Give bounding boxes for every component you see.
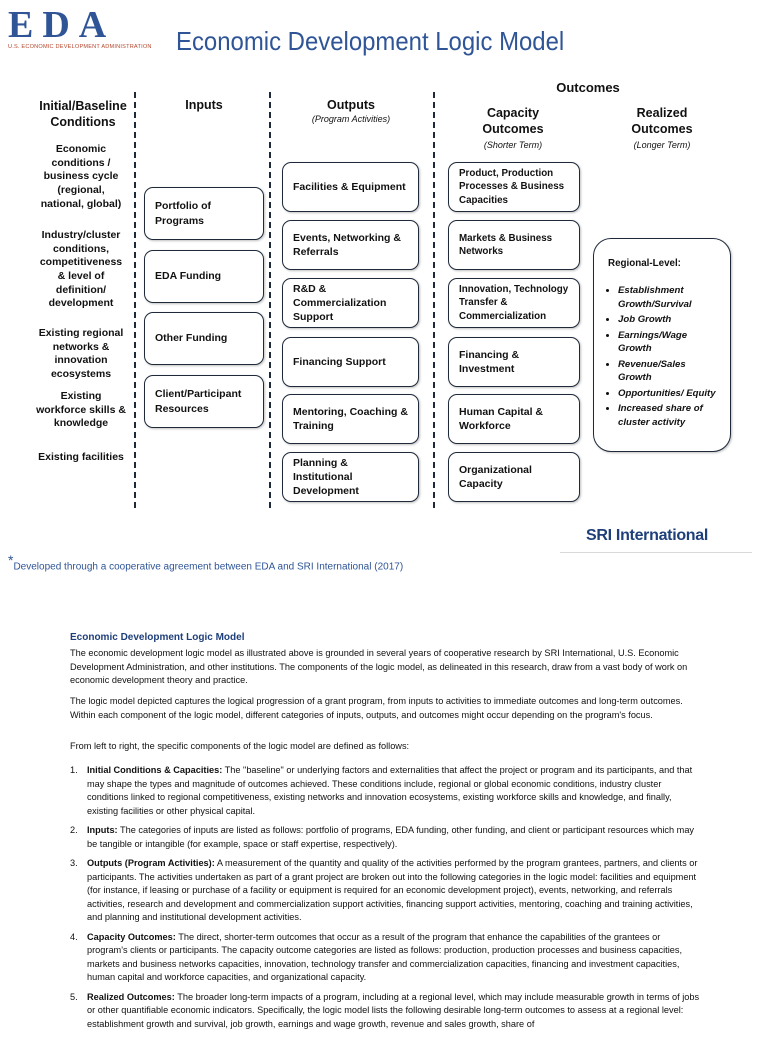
- footnote-text: Developed through a cooperative agreement between EDA and SRI International (2017): [13, 561, 404, 573]
- definition-item: [70, 931, 700, 985]
- realized-item: • Revenue/Sales Growth: [618, 358, 718, 385]
- realized-item: • Opportunities/ Equity: [618, 387, 718, 401]
- col-outputs-header: [284, 98, 418, 124]
- definition-num: 3.: [70, 858, 78, 868]
- col-capacity-title: Capacity Outcomes: [482, 106, 544, 136]
- definition-item: [70, 991, 700, 1032]
- definition-term: Inputs:: [87, 825, 118, 835]
- body-paragraph-1: The economic development logic model as illustrated above is grounded in several years of cooperative research by SRI International, U.S. Economic Development Administration, and other institutions. The components of the logic model, as delineated in this research, draw from a vast body of work on economic development theory and practice.: [70, 648, 688, 685]
- definition-num: 4.: [70, 931, 78, 942]
- definition-num: 5.: [70, 991, 78, 1002]
- col-outputs-title: Outputs: [327, 98, 375, 112]
- definition-text: [87, 857, 700, 925]
- definition-num: 1.: [70, 765, 78, 775]
- page-title: Economic Development Logic Model: [176, 26, 565, 56]
- realized-item: • Earnings/Wage Growth: [618, 329, 718, 356]
- col-realized-sub: (Longer Term): [633, 140, 691, 150]
- definition-term: Capacity Outcomes:: [87, 931, 176, 942]
- definition-term: Outputs (Program Activities):: [87, 858, 215, 868]
- capacity-organizational: Organizational Capacity: [448, 452, 580, 502]
- capacity-human-capital: Human Capital & Workforce: [448, 394, 580, 444]
- definition-item: [70, 824, 700, 851]
- capacity-financing: Financing & Investment: [448, 337, 580, 387]
- eda-logo: [8, 6, 156, 54]
- col-capacity-header: [472, 105, 554, 153]
- input-portfolio: Portfolio of Programs: [144, 187, 264, 240]
- definition-num: 2.: [70, 825, 78, 835]
- definitions-list: [70, 764, 700, 1037]
- realized-item: • Increased share of cluster activity: [618, 402, 718, 429]
- condition-facilities: Existing facilities: [38, 451, 124, 463]
- divider-1: [134, 92, 136, 508]
- input-client-resources: Client/Participant Resources: [144, 375, 264, 428]
- definition-term: Initial Conditions & Capacities:: [87, 765, 223, 775]
- definition-item: [70, 764, 700, 818]
- output-mentoring: Mentoring, Coaching & Training: [282, 394, 419, 444]
- definition-item: [70, 857, 700, 925]
- capacity-product: Product, Production Processes & Business Capacities: [448, 162, 580, 212]
- definition-text: [87, 824, 700, 851]
- col-inputs-header: Inputs: [185, 98, 223, 112]
- outcomes-title: Outcomes: [556, 80, 620, 95]
- definition-body: The categories of inputs are listed as follows: portfolio of programs, EDA funding, other funding, and client or participant resources which may be tangible or intangible (for example, space or staff expertise, respectively).: [87, 825, 695, 849]
- realized-item: • Establishment Growth/Survival: [618, 284, 718, 311]
- col-realized-header: [620, 105, 704, 153]
- footnote-star: *: [8, 552, 14, 568]
- output-financing: Financing Support: [282, 337, 419, 387]
- condition-industry: Industry/cluster conditions, competitiveness & level of definition/ development: [39, 229, 123, 310]
- output-events: Events, Networking & Referrals: [282, 220, 419, 270]
- body-heading: Economic Development Logic Model: [70, 632, 245, 643]
- divider-2: [269, 92, 271, 508]
- eda-logo-text: EDA: [8, 4, 116, 46]
- eda-logo-subtext: U.S. ECONOMIC DEVELOPMENT ADMINISTRATION: [8, 44, 152, 50]
- body-paragraph-2: The logic model depicted captures the logical progression of a grant program, from inputs to activities to immediate outcomes and long-term outcomes. Within each component of the logic model, different categories of inputs, outputs, and outcomes might occur depending on the program's focus.: [70, 696, 683, 720]
- sri-logo-rule: [560, 552, 752, 553]
- output-planning: Planning & Institutional Development: [282, 452, 419, 502]
- body-paragraph-3: From left to right, the specific components of the logic model are defined as follows:: [70, 741, 410, 751]
- divider-3: [433, 92, 435, 508]
- definition-body: The "baseline" or underlying factors and externalities that affect the project or program and its participants, and that may shape the types and magnitude of outcomes achieved. These conditions include, regional or global economic conditions, industry cluster conditions linked to regional competitiveness, existing networks and innovation ecosystems, existing workforce skills and knowledge, and finally, existing facilities or other physical capital.: [87, 765, 693, 816]
- output-facilities: Facilities & Equipment: [282, 162, 419, 212]
- input-other-funding: Other Funding: [144, 312, 264, 365]
- footnote: [8, 552, 403, 572]
- col-capacity-sub: (Shorter Term): [483, 140, 543, 150]
- condition-workforce: Existing workforce skills & knowledge: [36, 390, 126, 430]
- definition-text: [87, 764, 700, 818]
- realized-item: • Job Growth: [618, 313, 718, 327]
- definition-body: A measurement of the quantity and quality of the activities performed by the program grantees, partners, and clients or participants. The activities undertaken as part of a grant project are broken out into the following categories in the logic model: facilities and equipment (for instance, if leasing or purchase of a facility or equipment is required for an economic development project), events, networking, and referrals activities, research and development and commercialization support activities, financing support activities, mentoring, coaching and training activities, and planning and institutional development activities.: [87, 858, 698, 922]
- definition-text: [87, 991, 700, 1032]
- realized-list: [608, 284, 718, 429]
- definition-text: [87, 931, 700, 985]
- definition-term: Realized Outcomes:: [87, 991, 175, 1002]
- definition-body: The direct, shorter-term outcomes that occur as a result of the program that enhance the capabilities of the grantees or program's clients or participants. The capacity outcome categories are listed as follows: production, production processes and business capacities, markets and business networks capacities, innovation, technology transfer and commercialization capacities, financing and investment capacities, human capital and workforce capacities, and organizational capacity.: [87, 931, 682, 982]
- input-eda-funding: EDA Funding: [144, 250, 264, 303]
- output-rd: R&D & Commercialization Support: [282, 278, 419, 328]
- col-realized-title: Realized Outcomes: [631, 106, 693, 136]
- realized-outcomes-box: [593, 238, 731, 452]
- condition-economic: Economic conditions / business cycle (regional, national, global): [40, 143, 122, 210]
- capacity-markets: Markets & Business Networks: [448, 220, 580, 270]
- definition-body: The broader long-term impacts of a program, including at a regional level, which may include measurable growth in terms of jobs or other quantifiable economic indicators. Specifically, the logic model lists the following desirable long-term outcomes to assess at a regional level: establishment growth and survival, job growth, earnings and wage growth, revenue and sales growth, share of: [87, 991, 700, 1029]
- capacity-innovation: Innovation, Technology Transfer & Commercialization: [448, 278, 580, 328]
- sri-logo: SRI International: [586, 527, 709, 544]
- realized-title: Regional-Level:: [608, 258, 681, 269]
- col-outputs-sub: (Program Activities): [311, 114, 391, 124]
- condition-networks: Existing regional networks & innovation ecosystems: [38, 327, 124, 380]
- col-initial-header: Initial/Baseline Conditions: [39, 99, 127, 129]
